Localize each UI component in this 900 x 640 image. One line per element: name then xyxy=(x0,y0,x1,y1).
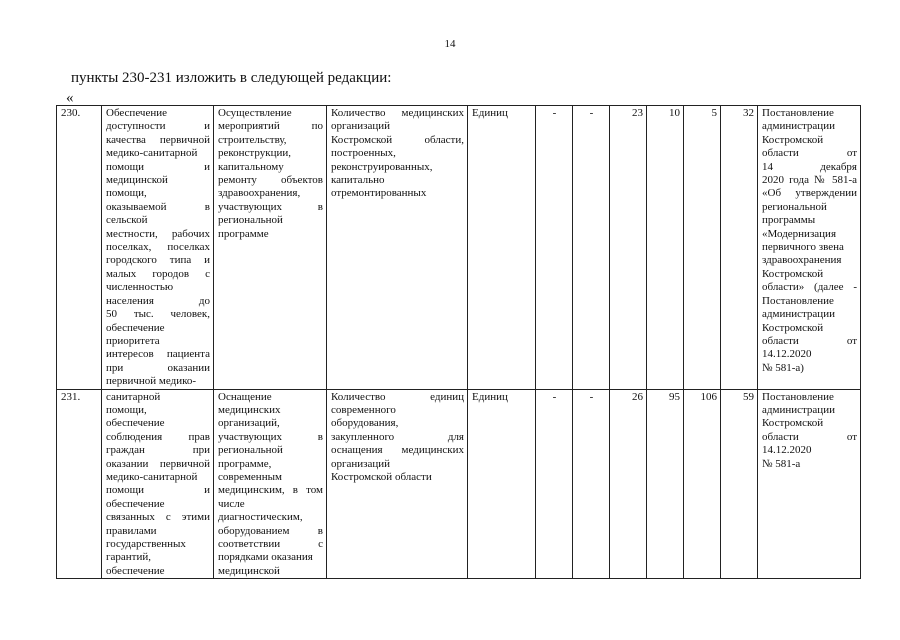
cell-text-line: порядками оказания xyxy=(218,551,313,564)
cell-text-line: ремонту объектов xyxy=(218,174,323,187)
cell-text-line: здравоохранения, xyxy=(218,187,301,200)
cell-text-line: строительству, xyxy=(218,133,287,146)
cell-text-line: области от xyxy=(762,430,857,443)
indicators-table xyxy=(56,105,861,579)
cell-text-line: первичного звена xyxy=(762,241,844,254)
cell-text-line: администрации xyxy=(762,120,835,133)
cell-text-line: доступности и xyxy=(106,120,210,133)
cell-text-line: реконструированных, xyxy=(331,160,433,173)
cell-text-line: области от xyxy=(762,334,857,347)
cell-text-line: построенных, xyxy=(331,147,396,160)
cell-text-line: Костромской xyxy=(762,133,824,146)
cell-text-line: здравоохранения xyxy=(762,254,842,267)
unit-cell: Единиц xyxy=(468,106,536,390)
cell-text-line: организаций xyxy=(331,120,391,133)
value-cell: 59 xyxy=(721,389,758,579)
cell-text-line: администрации xyxy=(762,403,835,416)
cell-text-line: санитарной xyxy=(106,390,161,403)
value-cell: 32 xyxy=(721,106,758,390)
cell-text-line: правилами xyxy=(106,524,157,537)
cell-text-line: региональной xyxy=(762,200,827,213)
cell-text-line: № 581-а xyxy=(762,457,801,470)
value-cell: - xyxy=(536,106,573,390)
value-cell: 23 xyxy=(610,106,647,390)
cell-text-line: капитальному xyxy=(218,160,284,173)
cell-text-line: оказании первичной xyxy=(106,457,210,470)
cell-text-line: 50 тыс. человек, xyxy=(106,308,210,321)
cell-text-line: региональной xyxy=(218,214,283,227)
row-number: 231. xyxy=(57,389,102,579)
cell-text-line: диагностическим, xyxy=(218,511,303,524)
cell-text-line: Количество единиц xyxy=(331,390,464,403)
cell-text-line: обеспечение xyxy=(106,497,165,510)
opening-quote-mark: « xyxy=(66,90,74,106)
cell-text-line: помощи и xyxy=(106,160,210,173)
intro-text: пункты 230-231 изложить в следующей редакции: xyxy=(71,70,392,86)
cell-text-line: местности, рабочих xyxy=(106,227,210,240)
cell-text-line: Костромской xyxy=(762,417,824,430)
cell-text-line: качества первичной xyxy=(106,133,210,146)
cell-text-line: интересов пациента xyxy=(106,348,210,361)
cell-text-line: помощи, xyxy=(106,187,147,200)
cell-text-line: связанных с этими xyxy=(106,511,210,524)
basis-cell xyxy=(758,106,861,390)
cell-text-line: оснащения медицинских xyxy=(331,444,464,457)
cell-text-line: оборудованием в xyxy=(218,524,323,537)
unit-cell: Единиц xyxy=(468,389,536,579)
cell-text-line: Костромской области, xyxy=(331,133,464,146)
cell-text-line: численностью xyxy=(106,281,174,294)
cell-text-line: региональной xyxy=(218,444,283,457)
cell-text-line: «Модернизация xyxy=(762,227,837,240)
table-row xyxy=(57,106,861,390)
cell-text-line: медицинским, в том xyxy=(218,484,323,497)
cell-text-line: современным xyxy=(218,470,282,483)
cell-text-line: Количество медицинских xyxy=(331,107,464,119)
indicator-cell xyxy=(327,389,468,579)
cell-text-line: «Об утверждении xyxy=(762,187,857,200)
cell-text-line: помощи и xyxy=(106,484,210,497)
cell-text-line: отремонтированных xyxy=(331,187,427,200)
value-cell: 10 xyxy=(647,106,684,390)
cell-text-line: оказываемой в xyxy=(106,200,210,213)
cell-text-line: мероприятий по xyxy=(218,120,323,133)
cell-text-line: соблюдения прав xyxy=(106,430,210,443)
cell-text-line: обеспечение xyxy=(106,564,165,577)
cell-text-line: медицинской xyxy=(106,174,168,187)
cell-text-line: капитально xyxy=(331,174,385,187)
cell-text-line: медицинской xyxy=(218,564,280,577)
cell-text-line: малых городов с xyxy=(106,267,210,280)
cell-text-line: программе, xyxy=(218,457,272,470)
basis-cell xyxy=(758,389,861,579)
cell-text-line: участвующих в xyxy=(218,200,323,213)
cell-text-line: 14 декабря xyxy=(762,160,857,173)
cell-text-line: программе xyxy=(218,227,269,240)
cell-text-line: организаций, xyxy=(218,417,280,430)
page-number: 14 xyxy=(444,38,456,50)
cell-text-line: администрации xyxy=(762,308,835,321)
value-cell: 106 xyxy=(684,389,721,579)
cell-text-line: Оснащение xyxy=(218,390,272,403)
cell-text-line: Постановление xyxy=(762,107,834,119)
cell-text-line: приоритета xyxy=(106,334,160,347)
cell-text-line: Осуществление xyxy=(218,107,292,119)
cell-text-line: городского типа и xyxy=(106,254,210,267)
cell-text-line: участвующих в xyxy=(218,430,323,443)
cell-text-line: современного xyxy=(331,403,396,416)
cell-text-line: Постановление xyxy=(762,294,834,307)
cell-text-line: сельской xyxy=(106,214,148,227)
cell-text-line: 14.12.2020 xyxy=(762,348,812,361)
cell-text-line: первичной медико- xyxy=(106,375,197,388)
task-cell xyxy=(102,389,214,579)
value-cell: - xyxy=(536,389,573,579)
cell-text-line: области от xyxy=(762,147,857,160)
cell-text-line: обеспечение xyxy=(106,321,165,334)
cell-text-line: № 581-а) xyxy=(762,361,804,374)
value-cell: - xyxy=(573,106,610,390)
cell-text-line: медико-санитарной xyxy=(106,470,198,483)
activity-cell xyxy=(214,389,327,579)
cell-text-line: медико-санитарной xyxy=(106,147,198,160)
cell-text-line: населения до xyxy=(106,294,210,307)
cell-text-line: обеспечение xyxy=(106,417,165,430)
cell-text-line: закупленного для xyxy=(331,430,464,443)
value-cell: 95 xyxy=(647,389,684,579)
cell-text-line: организаций xyxy=(331,457,391,470)
cell-text-line: реконструкции, xyxy=(218,147,291,160)
task-cell xyxy=(102,106,214,390)
cell-text-line: Обеспечение xyxy=(106,107,167,119)
cell-text-line: области» (далее - xyxy=(762,281,857,294)
cell-text-line: Костромской области xyxy=(331,470,432,483)
indicator-cell xyxy=(327,106,468,390)
value-cell: - xyxy=(573,389,610,579)
cell-text-line: гарантий, xyxy=(106,551,151,564)
table-row xyxy=(57,389,861,579)
cell-text-line: при оказании xyxy=(106,361,210,374)
value-cell: 5 xyxy=(684,106,721,390)
cell-text-line: поселках, поселках xyxy=(106,241,210,254)
cell-text-line: Костромской xyxy=(762,267,824,280)
activity-cell xyxy=(214,106,327,390)
cell-text-line: программы xyxy=(762,214,816,227)
cell-text-line: Постановление xyxy=(762,390,834,403)
cell-text-line: помощи, xyxy=(106,403,147,416)
cell-text-line: числе xyxy=(218,497,245,510)
cell-text-line: оборудования, xyxy=(331,417,399,430)
cell-text-line: медицинских xyxy=(218,403,281,416)
cell-text-line: соответствии с xyxy=(218,538,323,550)
cell-text-line: 2020 года № 581-а xyxy=(762,174,857,187)
cell-text-line: 14.12.2020 xyxy=(762,444,812,457)
row-number: 230. xyxy=(57,106,102,390)
value-cell: 26 xyxy=(610,389,647,579)
cell-text-line: граждан при xyxy=(106,444,210,457)
cell-text-line: государственных xyxy=(106,538,186,550)
cell-text-line: Костромской xyxy=(762,321,824,334)
